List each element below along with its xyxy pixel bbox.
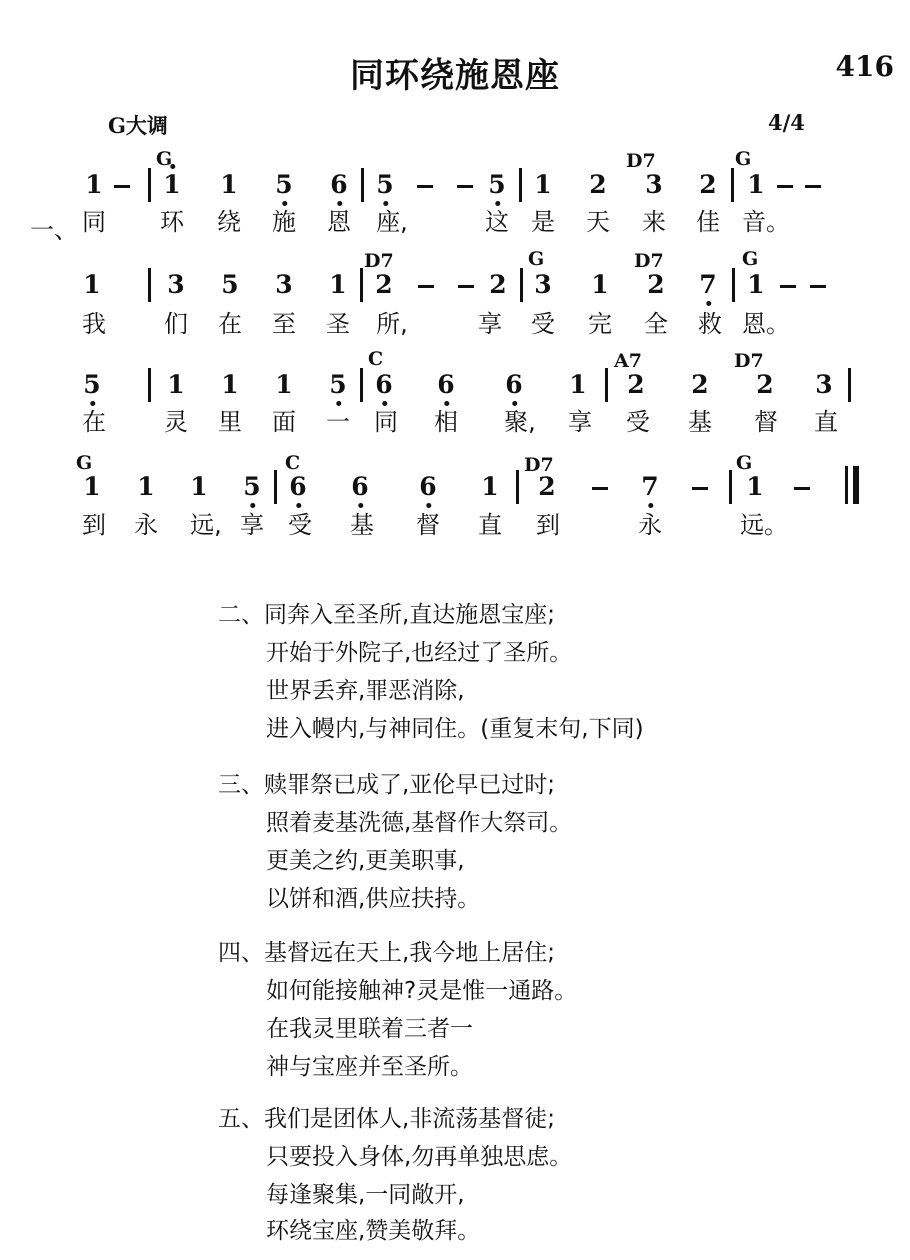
key-signature: G大调 — [108, 113, 168, 138]
score-note: 2 — [691, 370, 709, 399]
hold-dash — [805, 185, 821, 188]
score-note: 7 — [641, 472, 659, 501]
lyric-char: 音。 — [742, 208, 790, 236]
hold-dash — [777, 185, 793, 188]
lyric-char: 受 — [531, 310, 555, 338]
bar-line — [360, 368, 363, 402]
lyric-char: 所, — [376, 310, 408, 338]
chord-symbol: D7 — [634, 250, 664, 272]
bar-line — [274, 470, 277, 504]
lyric-char: 我 — [82, 310, 106, 338]
bar-line — [516, 470, 519, 504]
score-note: 1 — [569, 370, 587, 399]
final-bar-line-thick — [853, 466, 859, 504]
chord-symbol: G — [528, 248, 545, 270]
score-note: 1 — [137, 472, 155, 501]
lyric-char: 这 — [485, 208, 509, 236]
lyric-char: 完 — [588, 310, 612, 338]
lyric-char: 座, — [376, 208, 408, 236]
stanza-line: 五、我们是团体人,非流荡基督徒; — [218, 1106, 556, 1132]
hold-dash — [458, 285, 474, 288]
score-note: 2 — [699, 170, 717, 199]
chord-symbol: C — [368, 348, 384, 370]
lyric-char: 远。 — [740, 511, 788, 539]
bar-line — [520, 268, 523, 302]
score-note: 3 — [275, 270, 293, 299]
score-note: 5 — [376, 170, 394, 199]
score-note: 7 — [699, 270, 717, 299]
score-note: 5 — [83, 370, 101, 399]
stanza-line: 更美之约,更美职事, — [266, 848, 465, 874]
lyric-char: 圣 — [326, 310, 350, 338]
score-note: 2 — [589, 170, 607, 199]
hold-dash — [780, 285, 796, 288]
hold-dash — [794, 487, 810, 490]
score-note: 1 — [190, 472, 208, 501]
lyric-char: 相 — [434, 408, 458, 436]
stanza-line: 照着麦基洗德,基督作大祭司。 — [266, 810, 573, 836]
hold-dash — [457, 185, 473, 188]
lyric-char: 救 — [698, 310, 722, 338]
score-note: 1 — [83, 472, 101, 501]
bar-line — [732, 268, 735, 302]
chord-symbol: G — [735, 148, 752, 170]
lyric-char: 永 — [134, 511, 158, 539]
score-note: 2 — [647, 270, 665, 299]
lyric-char: 佳 — [696, 208, 720, 236]
chord-symbol: G — [742, 248, 759, 270]
stanza-line: 环绕宝座,赞美敬拜。 — [266, 1218, 481, 1244]
stanza-line: 在我灵里联着三者一 — [266, 1016, 473, 1042]
bar-line — [148, 168, 151, 202]
score-note: 5 — [329, 370, 347, 399]
lyric-char: 在 — [218, 310, 242, 338]
lyric-char: 受 — [626, 408, 650, 436]
lyric-char: 天 — [586, 208, 610, 236]
lyric-char: 直 — [478, 511, 502, 539]
lyric-char: 一 — [326, 408, 350, 436]
score-note: 1 — [83, 270, 101, 299]
stanza-line: 进入幔内,与神同住。(重复末句,下同) — [266, 716, 644, 742]
chord-symbol: D7 — [364, 250, 394, 272]
score-note: 6 — [289, 472, 307, 501]
lyric-char: 同 — [82, 208, 106, 236]
score-note: 2 — [627, 370, 645, 399]
stanza-line: 开始于外院子,也经过了圣所。 — [266, 640, 573, 666]
stanza-line: 二、同奔入至圣所,直达施恩宝座; — [218, 602, 556, 628]
lyric-char: 面 — [272, 408, 296, 436]
hold-dash — [114, 185, 130, 188]
stanza-line: 三、赎罪祭已成了,亚伦早已过时; — [218, 772, 556, 798]
score-note: 1 — [747, 170, 765, 199]
lyric-char: 同 — [374, 408, 398, 436]
score-note: 1 — [746, 472, 764, 501]
chord-symbol: G — [156, 148, 173, 170]
stanza-line: 如何能接触神?灵是惟一通路。 — [266, 978, 578, 1004]
score-note: 1 — [167, 370, 185, 399]
lyric-char: 全 — [644, 310, 668, 338]
score-note: 1 — [747, 270, 765, 299]
hymn-number: 416 — [835, 50, 894, 83]
score-note: 6 — [437, 370, 455, 399]
chord-symbol: D7 — [734, 350, 764, 372]
final-bar-line — [845, 466, 848, 504]
hymn-title: 同环绕施恩座 — [350, 56, 560, 96]
lyric-char: 到 — [536, 511, 560, 539]
score-note: 1 — [591, 270, 609, 299]
score-note: 6 — [375, 370, 393, 399]
score-note: 5 — [488, 170, 506, 199]
bar-line — [848, 368, 851, 402]
lyric-char: 直 — [814, 408, 838, 436]
lyric-char: 基 — [350, 511, 374, 539]
score-note: 1 — [220, 170, 238, 199]
bar-line — [360, 268, 363, 302]
lyric-char: 享 — [478, 310, 502, 338]
lyric-char: 享 — [568, 408, 592, 436]
lyric-char: 远, — [190, 511, 222, 539]
score-note: 1 — [329, 270, 347, 299]
lyric-char: 施 — [272, 208, 296, 236]
stanza-line: 四、基督远在天上,我今地上居住; — [218, 940, 556, 966]
stanza-line: 每逢聚集,一同敞开, — [266, 1182, 465, 1208]
score-note: 2 — [756, 370, 774, 399]
lyric-char: 在 — [82, 408, 106, 436]
lyric-char: 绕 — [217, 208, 241, 236]
score-note: 1 — [163, 170, 181, 199]
score-note: 3 — [815, 370, 833, 399]
verse-number: 一、 — [30, 216, 78, 244]
chord-symbol: G — [736, 452, 753, 474]
lyric-char: 到 — [82, 511, 106, 539]
lyric-char: 永 — [638, 511, 662, 539]
score-note: 5 — [275, 170, 293, 199]
score-note: 5 — [221, 270, 239, 299]
score-note: 3 — [167, 270, 185, 299]
score-note: 6 — [330, 170, 348, 199]
lyric-char: 灵 — [164, 408, 188, 436]
score-note: 6 — [351, 472, 369, 501]
score-note: 6 — [419, 472, 437, 501]
lyric-char: 督 — [416, 511, 440, 539]
bar-line — [148, 368, 151, 402]
hold-dash — [417, 185, 433, 188]
bar-line — [361, 168, 364, 202]
lyric-char: 来 — [642, 208, 666, 236]
time-signature: 4/4 — [768, 110, 805, 135]
chord-symbol: C — [285, 452, 301, 474]
stanza-line: 以饼和酒,供应扶持。 — [266, 886, 481, 912]
chord-symbol: A7 — [614, 350, 642, 372]
score-note: 5 — [243, 472, 261, 501]
score-note: 2 — [538, 472, 556, 501]
score-note: 2 — [375, 270, 393, 299]
chord-symbol: G — [76, 452, 93, 474]
lyric-char: 聚, — [504, 408, 536, 436]
lyric-char: 们 — [164, 310, 188, 338]
lyric-char: 里 — [218, 408, 242, 436]
score-note: 1 — [221, 370, 239, 399]
bar-line — [729, 470, 732, 504]
bar-line — [148, 268, 151, 302]
stanza-line: 神与宝座并至圣所。 — [266, 1054, 473, 1080]
score-note: 1 — [275, 370, 293, 399]
score-note: 6 — [505, 370, 523, 399]
hold-dash — [592, 487, 608, 490]
hold-dash — [692, 487, 708, 490]
chord-symbol: D7 — [524, 454, 554, 476]
lyric-char: 享 — [240, 511, 264, 539]
lyric-char: 恩。 — [742, 310, 790, 338]
stanza-line: 世界丢弃,罪恶消除, — [266, 678, 465, 704]
score-note: 3 — [534, 270, 552, 299]
lyric-char: 基 — [688, 408, 712, 436]
lyric-char: 环 — [160, 208, 184, 236]
bar-line — [519, 168, 522, 202]
lyric-char: 至 — [272, 310, 296, 338]
bar-line — [731, 168, 734, 202]
hold-dash — [418, 285, 434, 288]
stanza-line: 只要投入身体,勿再单独思虑。 — [266, 1144, 573, 1170]
bar-line — [605, 368, 608, 402]
score-note: 1 — [481, 472, 499, 501]
score-note: 1 — [85, 170, 103, 199]
lyric-char: 恩 — [327, 208, 351, 236]
score-note: 1 — [534, 170, 552, 199]
lyric-char: 是 — [531, 208, 555, 236]
hold-dash — [810, 285, 826, 288]
lyric-char: 受 — [288, 511, 312, 539]
chord-symbol: D7 — [626, 150, 656, 172]
score-note: 2 — [489, 270, 507, 299]
lyric-char: 督 — [754, 408, 778, 436]
score-note: 3 — [645, 170, 663, 199]
